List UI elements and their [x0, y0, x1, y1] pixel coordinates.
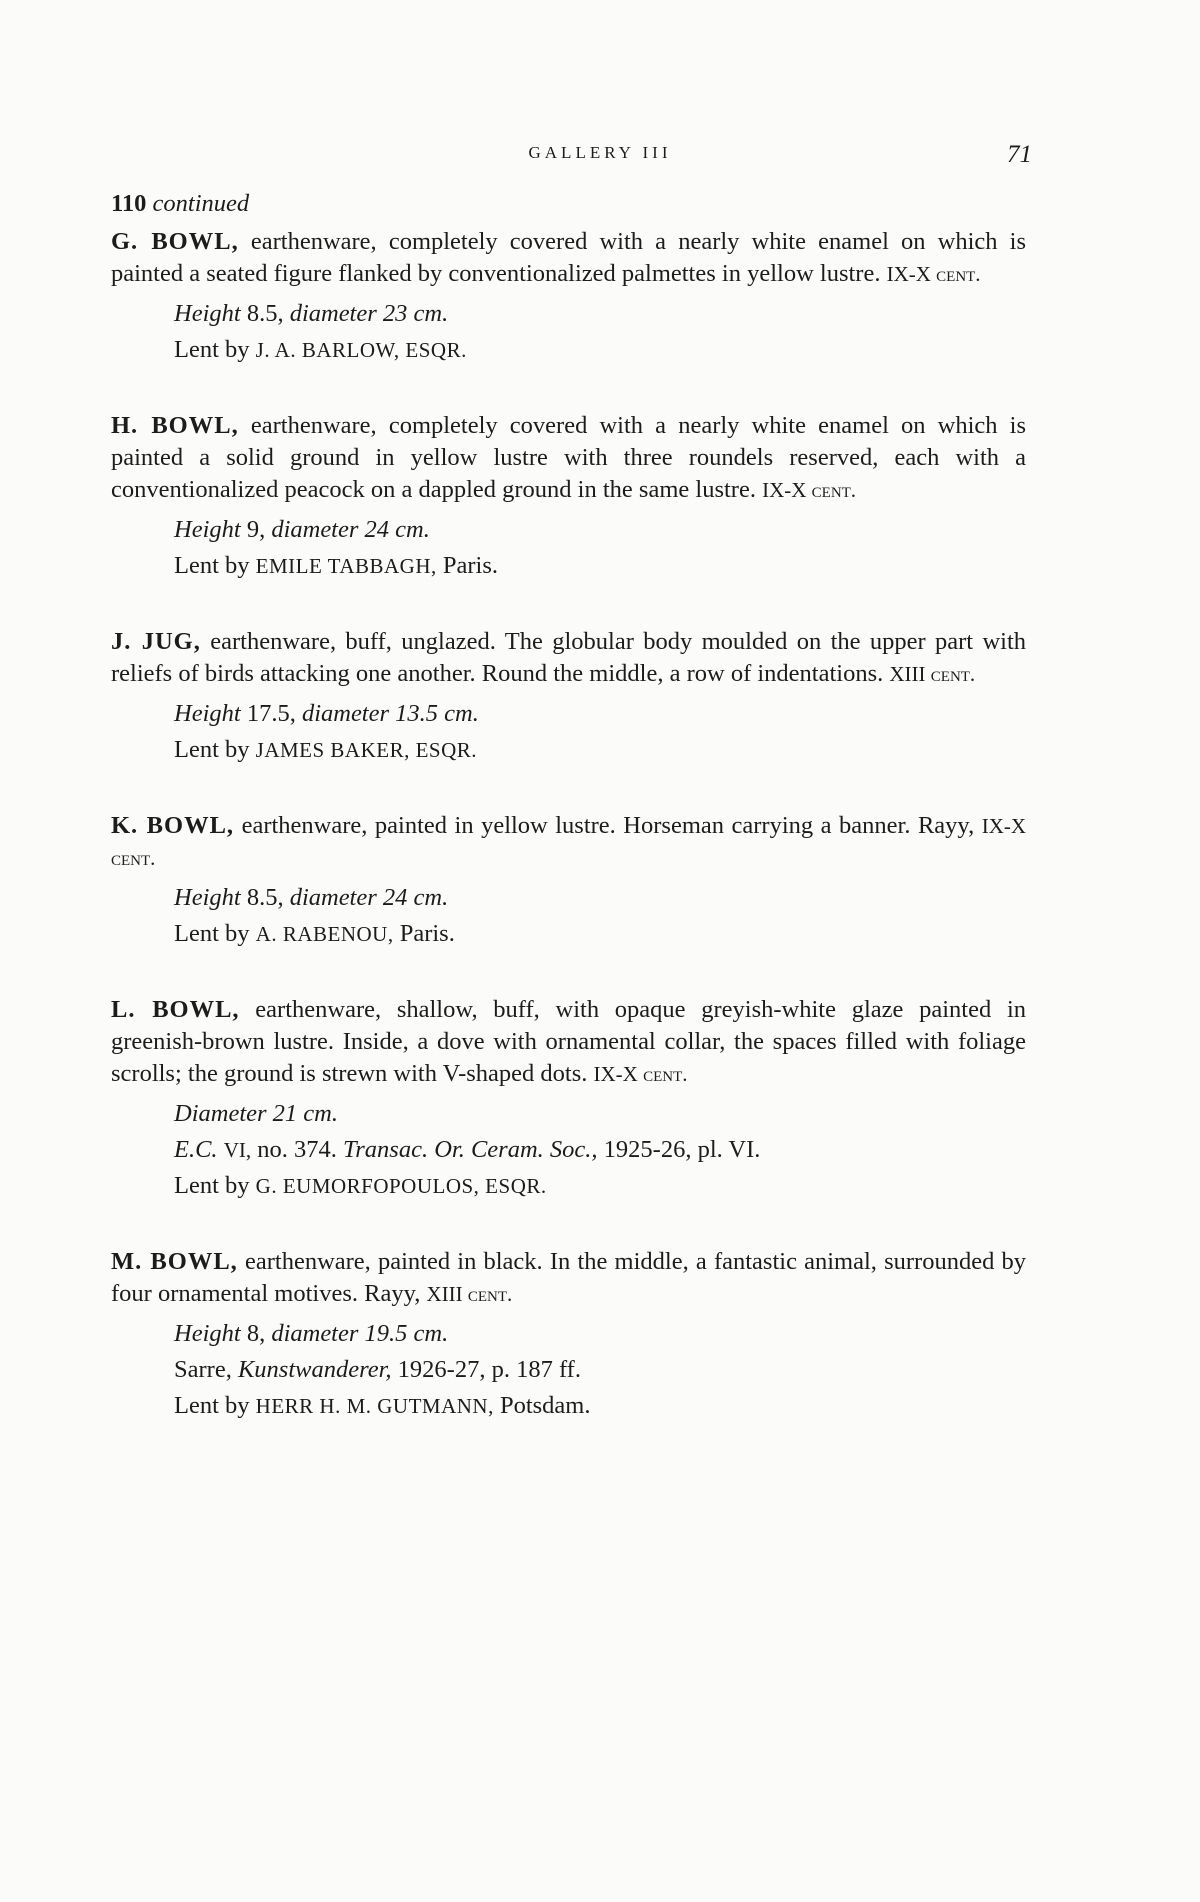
- entry-label: H. BOWL,: [111, 412, 239, 439]
- height-value: 9,: [246, 516, 266, 543]
- continued-heading: [111, 188, 1026, 220]
- lender-line: [111, 550, 1026, 582]
- unit: cm.: [413, 1320, 449, 1347]
- entry-g: [111, 226, 1026, 366]
- ref-ec-volume: VI,: [223, 1138, 252, 1162]
- reference-line: [111, 1134, 1026, 1166]
- ref-journal-detail: 1926-27, p. 187 ff.: [397, 1356, 581, 1383]
- diameter-value: 24: [364, 516, 390, 543]
- entry-date: IX-X cent.: [762, 478, 857, 502]
- continued-label: continued: [152, 190, 250, 217]
- diameter-value: 21: [272, 1100, 298, 1127]
- dimensions: [111, 698, 1026, 730]
- lender-name: HERR H. M. GUTMANN,: [255, 1394, 494, 1418]
- lent-by: Lent by: [174, 920, 250, 947]
- entry-label: J. JUG,: [111, 628, 201, 655]
- page-number: 71: [1007, 141, 1032, 168]
- ref-journal-detail: 1925-26, pl. VI.: [603, 1136, 761, 1163]
- entry-text: earthenware, shallow, buff, with opaque greyish-white glaze painted in greenish-brown lustre. Inside, a dove with ornamental collar, the spaces filled with foliage scrolls; the ground is strewn with V-shaped dots.: [111, 996, 1027, 1087]
- lent-by: Lent by: [174, 1172, 250, 1199]
- diameter-value: 13.5: [395, 700, 439, 727]
- lender-place: Potsdam.: [499, 1392, 591, 1419]
- height-value: 17.5,: [246, 700, 296, 727]
- dimensions: [111, 882, 1026, 914]
- diameter-label: Diameter: [174, 1100, 267, 1127]
- entry-description: [111, 1246, 1026, 1310]
- running-head: GALLERY III: [528, 143, 672, 162]
- height-value: 8,: [246, 1320, 266, 1347]
- catalogue-number: 110: [111, 190, 147, 217]
- entry-description: [111, 226, 1026, 290]
- entry-m: [111, 1246, 1026, 1422]
- height-label: Height: [174, 300, 241, 327]
- diameter-label: diameter: [301, 700, 390, 727]
- lender-line: [111, 334, 1026, 366]
- dimensions: [111, 514, 1026, 546]
- height-label: Height: [174, 1320, 241, 1347]
- entry-label: K. BOWL,: [111, 812, 235, 839]
- entry-h: [111, 410, 1026, 582]
- lender-line: [111, 1170, 1026, 1202]
- diameter-label: diameter: [271, 1320, 359, 1347]
- entry-label: M. BOWL,: [111, 1248, 238, 1275]
- unit: cm.: [303, 1100, 338, 1127]
- dimensions: [111, 298, 1026, 330]
- entry-date: IX-X cent.: [886, 262, 981, 286]
- diameter-label: diameter: [289, 884, 377, 911]
- entry-label: G. BOWL,: [111, 228, 239, 255]
- diameter-value: 23: [382, 300, 408, 327]
- reference-line: [111, 1354, 1026, 1386]
- lender-name: EMILE TABBAGH,: [255, 554, 437, 578]
- lender-line: [111, 734, 1026, 766]
- ref-ec: E.C.: [174, 1136, 218, 1163]
- dimensions: [111, 1318, 1026, 1350]
- lender-line: [111, 918, 1026, 950]
- entry-l: [111, 994, 1026, 1202]
- lender-place: Paris.: [399, 920, 455, 947]
- entry-description: [111, 626, 1026, 690]
- entry-description: [111, 810, 1026, 874]
- page-content: [111, 188, 1026, 1466]
- entry-text: earthenware, buff, unglazed. The globular body moulded on the upper part with reliefs of birds attacking one another. Round the middle, a row of indentations.: [111, 628, 1027, 687]
- lender-name: A. RABENOU,: [255, 922, 394, 946]
- diameter-value: 19.5: [364, 1320, 408, 1347]
- entry-date: XIII cent.: [889, 662, 976, 686]
- entry-description: [111, 994, 1026, 1090]
- lender-name: G. EUMORFOPOULOS, ESQR.: [255, 1174, 547, 1198]
- entry-date: XIII cent.: [426, 1282, 513, 1306]
- lender-place: Paris.: [442, 552, 498, 579]
- lender-line: [111, 1390, 1026, 1422]
- lent-by: Lent by: [174, 336, 250, 363]
- unit: cm.: [444, 700, 479, 727]
- lent-by: Lent by: [174, 736, 250, 763]
- diameter-value: 24: [382, 884, 408, 911]
- unit: cm.: [395, 516, 430, 543]
- height-label: Height: [174, 700, 241, 727]
- diameter-label: diameter: [271, 516, 359, 543]
- entry-text: earthenware, painted in yellow lustre. Horseman carrying a banner. Rayy,: [241, 812, 975, 839]
- height-label: Height: [174, 516, 241, 543]
- entry-label: L. BOWL,: [111, 996, 240, 1023]
- entry-text: earthenware, painted in black. In the middle, a fantastic animal, surrounded by four ornamental motives. Rayy,: [111, 1248, 1026, 1307]
- entry-text: earthenware, completely covered with a nearly white enamel on which is painted a seated figure flanked by conventionalized palmettes in yellow lustre.: [111, 228, 1027, 287]
- entry-description: [111, 410, 1026, 506]
- diameter-label: diameter: [289, 300, 377, 327]
- entry-text: earthenware, completely covered with a nearly white enamel on which is painted a solid ground in yellow lustre with three roundels reserved, each with a conventionalized peacock on a dappled ground in the same lustre.: [111, 412, 1027, 503]
- lent-by: Lent by: [174, 1392, 250, 1419]
- unit: cm.: [413, 884, 449, 911]
- entry-date: IX-X cent.: [111, 814, 1027, 870]
- ref-ec-number: no. 374.: [257, 1136, 337, 1163]
- height-value: 8.5,: [246, 300, 284, 327]
- ref-journal: Transac. Or. Ceram. Soc.,: [342, 1136, 598, 1163]
- height-value: 8.5,: [246, 884, 284, 911]
- height-label: Height: [174, 884, 241, 911]
- ref-author: Sarre,: [174, 1356, 232, 1383]
- lender-name: J. A. BARLOW, ESQR.: [255, 338, 467, 362]
- dimensions: [111, 1098, 1026, 1130]
- ref-journal: Kunstwanderer,: [237, 1356, 392, 1383]
- entry-k: [111, 810, 1026, 950]
- lender-name: JAMES BAKER, ESQR.: [255, 738, 478, 762]
- entry-j: [111, 626, 1026, 766]
- unit: cm.: [413, 300, 449, 327]
- entry-date: IX-X cent.: [593, 1062, 688, 1086]
- lent-by: Lent by: [174, 552, 250, 579]
